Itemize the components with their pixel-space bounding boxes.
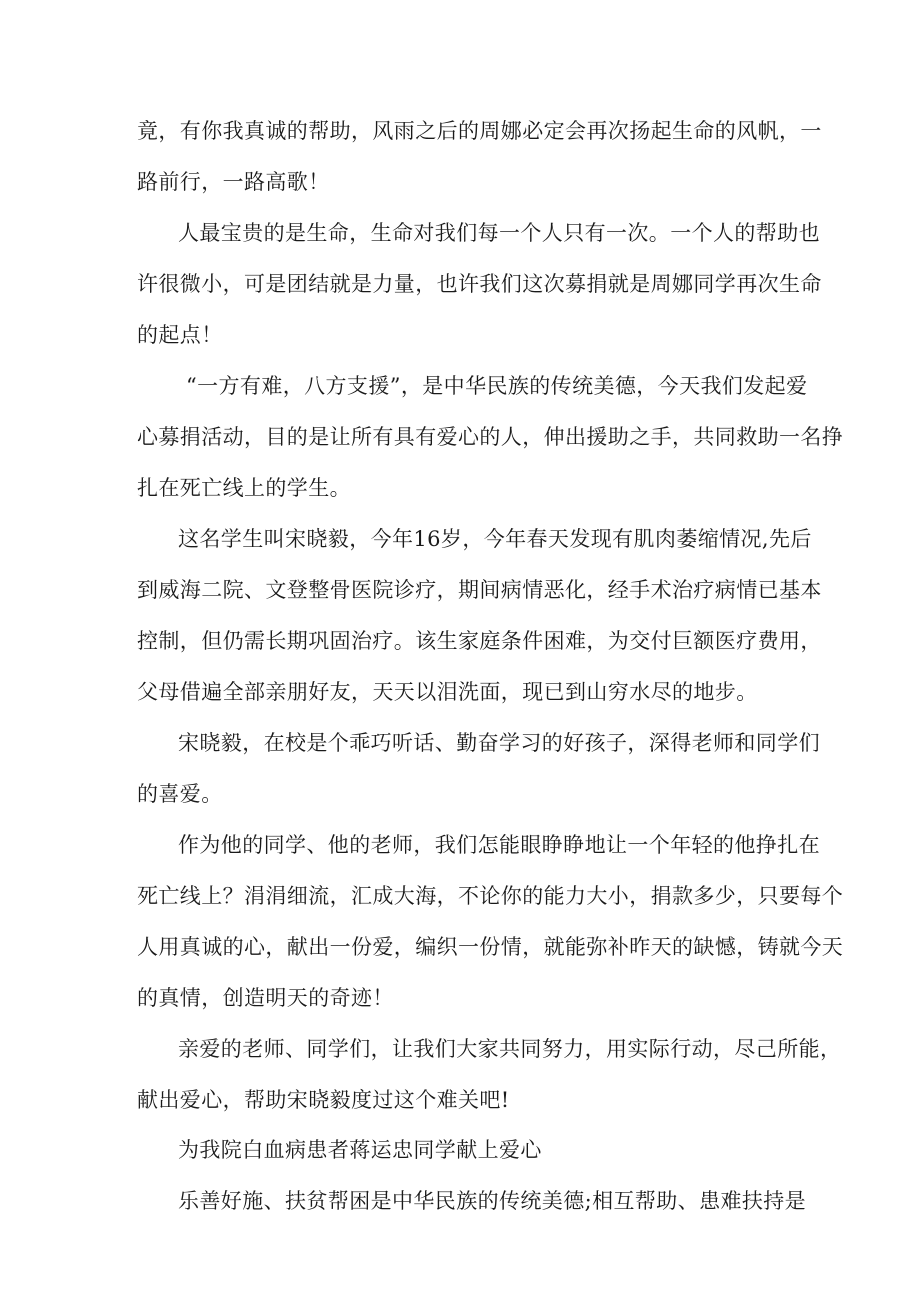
text-line: 的真情，创造明天的奇迹！ [137, 986, 394, 1010]
text-line: 许很微小，可是团结就是力量，也许我们这次募捐就是周娜同学再次生命 [137, 272, 822, 296]
text-line: 的喜爱。 [137, 782, 223, 806]
text-line: 乐善好施、扶贫帮困是中华民族的传统美德;相互帮助、患难扶持是 [178, 1189, 807, 1213]
text-line: 父母借遍全部亲朋好友，天天以泪洗面，现已到山穷水尽的地步。 [137, 680, 758, 704]
text-line: 竟，有你我真诚的帮助，风雨之后的周娜必定会再次扬起生命的风帆，一 [137, 119, 822, 143]
text-line: 宋晓毅，在校是个乖巧听话、勤奋学习的好孩子，深得老师和同学们 [178, 731, 820, 755]
text-line: 到威海二院、文登整骨医院诊疗，期间病情恶化，经手术治疗病情已基本 [137, 578, 822, 602]
text-line: 扎在死亡线上的学生。 [137, 476, 351, 500]
text-line: 控制，但仍需长期巩固治疗。该生家庭条件困难，为交付巨额医疗费用， [137, 629, 822, 653]
text-line: 献出爱心，帮助宋晓毅度过这个难关吧! [137, 1088, 510, 1112]
text-line: 死亡线上？涓涓细流，汇成大海，不论你的能力大小，捐款多少，只要每个 [137, 884, 844, 908]
text-line: “一方有难，八方支援”，是中华民族的传统美德，今天我们发起爱 [186, 374, 808, 398]
text-line: 亲爱的老师、同学们，让我们大家共同努力，用实际行动，尽己所能， [178, 1037, 842, 1061]
text-line: 心募捐活动，目的是让所有具有爱心的人，伸出援助之手，共同救助一名挣 [137, 425, 844, 449]
text-line: 人最宝贵的是生命，生命对我们每一个人只有一次。一个人的帮助也 [178, 221, 820, 245]
section-heading: 为我院白血病患者蒋运忠同学献上爱心 [178, 1138, 542, 1162]
text-line: 的起点！ [137, 323, 223, 347]
text-line: 路前行，一路高歌！ [137, 170, 330, 194]
text-line: 人用真诚的心，献出一份爱，编织一份情，就能弥补昨天的缺憾，铸就今天 [137, 935, 844, 959]
text-line: 作为他的同学、他的老师，我们怎能眼睁睁地让一个年轻的他挣扎在 [178, 833, 820, 857]
text-line: 这名学生叫宋晓毅，今年16岁，今年春天发现有肌肉萎缩情况,先后 [178, 527, 812, 551]
